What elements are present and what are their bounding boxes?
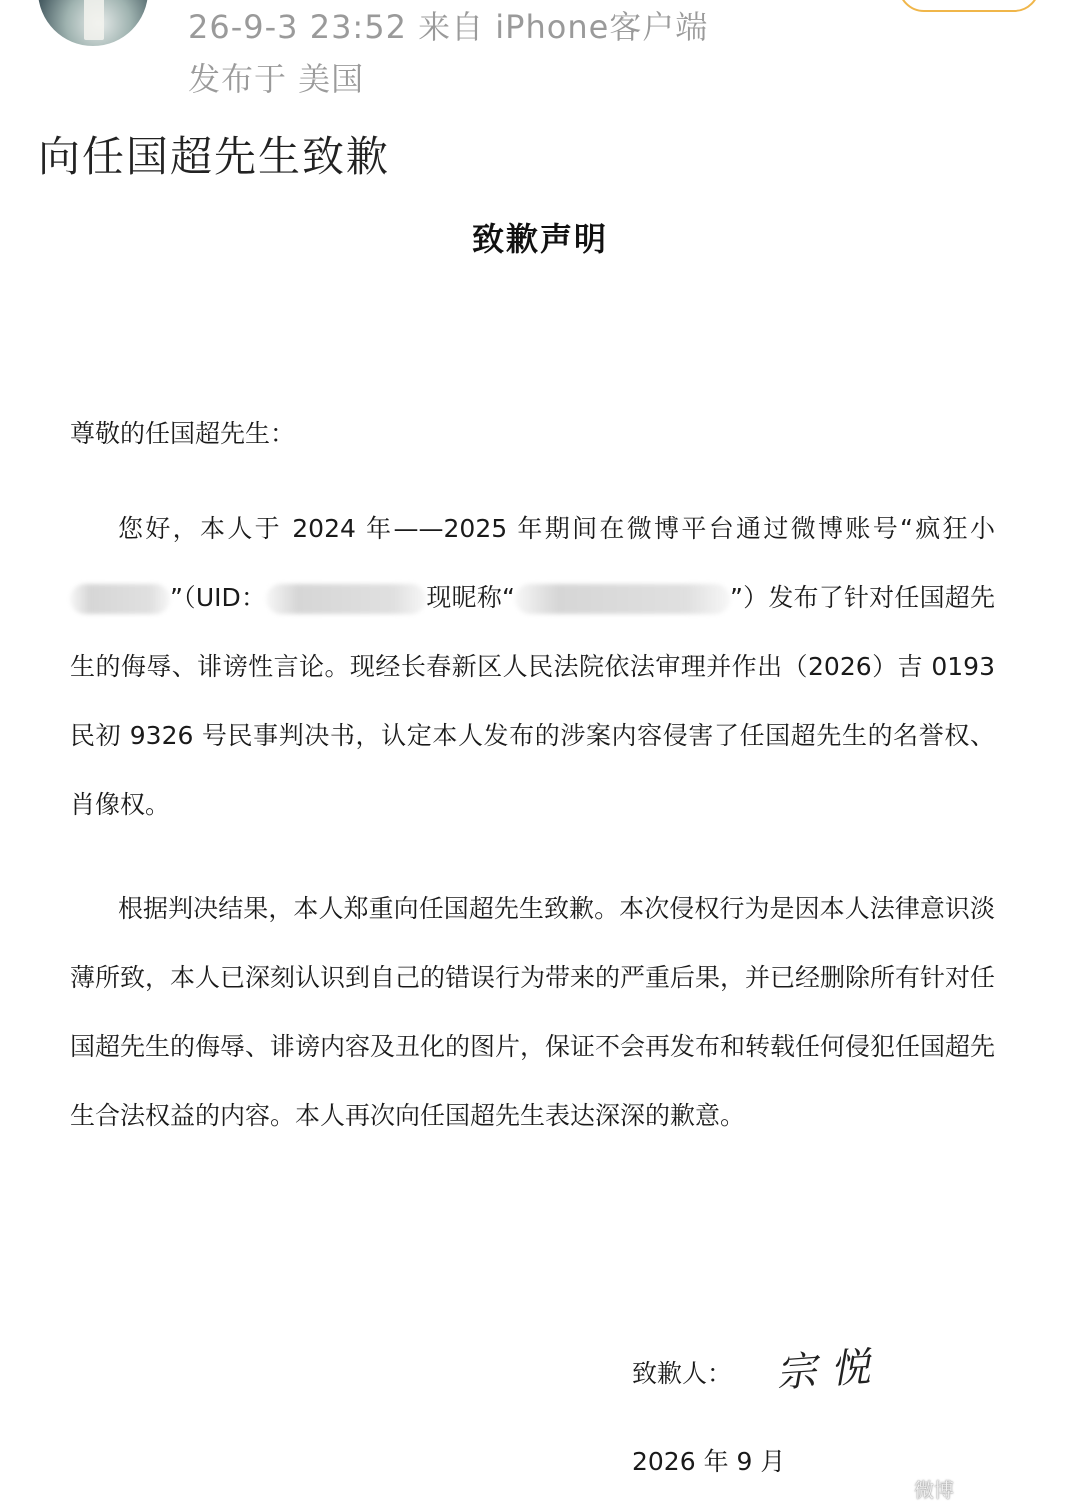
para1-part-a: 您好，本人于 2024 年——2025 年期间在微博平台通过微博账号“疯狂小 — [118, 514, 995, 543]
para1-part-d: ”）发布了针对任国超先生的侮辱、诽谤性言论。现经长春新区人民法院依法审理并作出（2026）吉 0193 民初 9326 号民事判决书，认定本人发布的涉案内容侵害了任国超先生的名誉权、肖像权。 — [70, 583, 996, 819]
follow-button[interactable] — [898, 0, 1040, 12]
handwritten-signature: 宗悦 — [774, 1343, 886, 1397]
redacted-account-name — [70, 584, 170, 614]
document-date: 2026 年 9 月 — [632, 1447, 786, 1476]
post-title: 向任国超先生致歉 — [38, 132, 391, 181]
signature-label: 致歉人： — [632, 1359, 733, 1388]
weibo-watermark: 微博 — [914, 1478, 954, 1502]
document-greeting: 尊敬的任国超先生： — [70, 419, 296, 448]
redacted-nickname — [515, 584, 730, 614]
document-paragraph-1 — [70, 494, 995, 839]
para1-part-b: ”（UID： — [170, 583, 267, 612]
user-avatar[interactable] — [38, 0, 148, 46]
document-paragraph-2: 根据判决结果，本人郑重向任国超先生致歉。本次侵权行为是因本人法律意识淡薄所致，本人已深刻认识到自己的错误行为带来的严重后果，并已经删除所有针对任国超先生的侮辱、诽谤内容及丑化的图片，保证不会再发布和转载任何侵犯任国超先生合法权益的内容。本人再次向任国超先生表达深深的歉意。 — [70, 894, 996, 1130]
document-title: 致歉声明 — [471, 220, 608, 258]
post-location: 发布于 美国 — [188, 60, 365, 98]
post-time-source: 26-9-3 23:52 来自 iPhone客户端 — [188, 8, 709, 46]
para1-part-c: 现昵称“ — [426, 583, 515, 612]
redacted-uid — [266, 584, 426, 614]
